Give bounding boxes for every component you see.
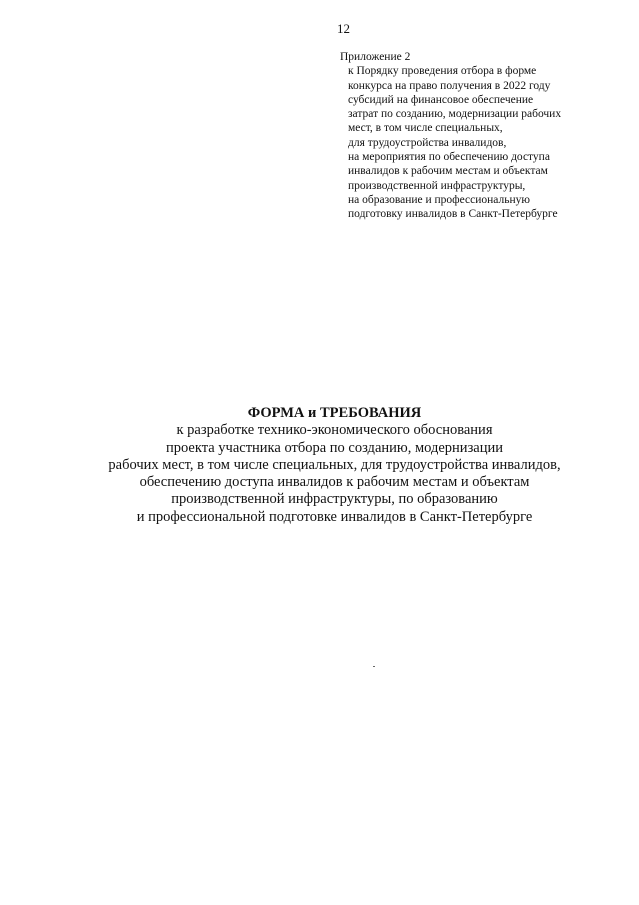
appendix-line: на мероприятия по обеспечению доступа xyxy=(348,151,550,164)
form-subtitle-line: к разработке технико-экономического обоснования xyxy=(176,422,493,439)
form-subtitle-line: и профессиональной подготовке инвалидов в Санкт-Петербурге xyxy=(136,508,533,525)
appendix-line: к Порядку проведения отбора в форме xyxy=(348,65,537,78)
appendix-line: мест, в том числе специальных, xyxy=(348,122,503,135)
scan-artifact-dot xyxy=(373,666,375,667)
appendix-line: субсидий на финансовое обеспечение xyxy=(348,93,534,106)
appendix-title: Приложение 2 xyxy=(340,51,411,63)
appendix-line: конкурса на право получения в 2022 году xyxy=(348,79,551,92)
appendix-line: производственной инфраструктуры, xyxy=(348,179,526,192)
form-subtitle-line: проекта участника отбора по созданию, модернизации xyxy=(165,439,504,456)
form-title: ФОРМА и ТРЕБОВАНИЯ xyxy=(247,405,422,421)
appendix-line: инвалидов к рабочим местам и объектам xyxy=(348,165,548,178)
form-subtitle-line: производственной инфраструктуры, по образованию xyxy=(171,491,498,508)
page-number: 12 xyxy=(337,21,350,36)
appendix-line: затрат по созданию, модернизации рабочих xyxy=(348,108,562,121)
appendix-line: подготовку инвалидов в Санкт-Петербурге xyxy=(348,208,558,221)
form-subtitle-line: рабочих мест, в том числе специальных, для трудоустройства инвалидов, xyxy=(108,456,561,473)
form-subtitle-line: обеспечению доступа инвалидов к рабочим местам и объектам xyxy=(139,474,530,491)
appendix-line: на образование и профессиональную xyxy=(348,193,530,206)
appendix-block xyxy=(340,50,630,222)
appendix-line: для трудоустройства инвалидов, xyxy=(348,136,507,149)
form-heading-block xyxy=(0,405,639,526)
